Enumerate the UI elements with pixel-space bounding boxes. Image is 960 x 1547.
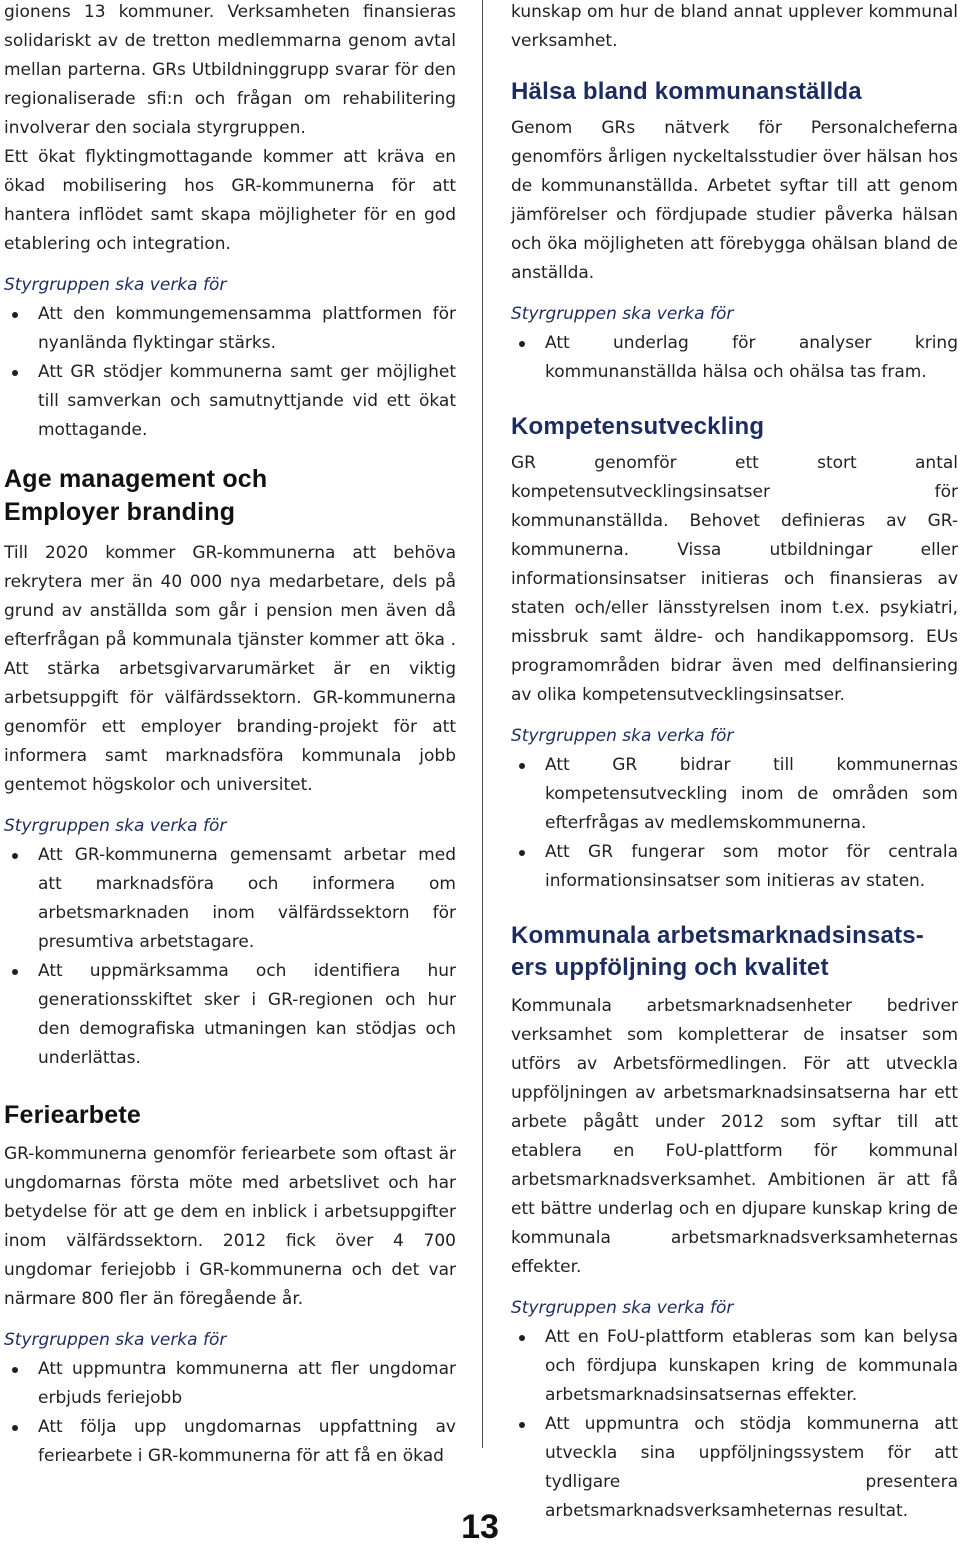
list-item: Att uppmärksamma och identifiera hur generationsskiftet sker i GR-regionen och hur den demografiska utmaningen kan stödjas och underlättas. — [4, 957, 456, 1073]
list-item: Att GR stödjer kommunerna samt ger möjlighet till samverkan och samutnyttjande vid ett ökat mottagande. — [4, 358, 456, 445]
right-column — [511, 0, 958, 1526]
age-management-subheading: Styrgruppen ska verka för — [4, 816, 227, 836]
kompetensutveckling-subheading: Styrgruppen ska verka för — [511, 726, 734, 746]
halsa-heading: Hälsa bland kommunanställda — [511, 78, 862, 105]
continuation-paragraph: kunskap om hur de bland annat upplever kommunal verksamhet. — [511, 2, 958, 51]
column-divider — [482, 0, 483, 1448]
list-item: Att en FoU-plattform etableras som kan belysa och fördjupa kunskapen kring de kommunala arbetsmarknadsinsatsernas effekter. — [511, 1323, 958, 1410]
feriearbete-subheading: Styrgruppen ska verka för — [4, 1330, 227, 1350]
heading-line: Kommunala arbetsmarknadsinsats- — [511, 922, 925, 949]
intro-list — [4, 300, 456, 445]
intro-paragraph-2: Ett ökat flyktingmottagande kommer att kräva en ökad mobilisering hos GR-kommunerna för att hantera inflödet samt skapa möjligheter för en god etablering och integration. — [4, 147, 456, 254]
feriearbete-heading: Feriearbete — [4, 1101, 141, 1129]
arbetsmarknad-heading — [511, 920, 958, 984]
list-item: Att GR bidrar till kommunernas kompetensutveckling inom de områden som efterfrågas av medlemskommunerna. — [511, 751, 958, 838]
feriearbete-paragraph: GR-kommunerna genomför feriearbete som oftast är ungdomarnas första möte med arbetslivet och har betydelse för att ge dem en inblick i arbetsuppgifter inom välfärdssektorn. 2012 fick över 4 700 ungdomar feriejobb i GR-kommunerna och det var närmare 800 fler än föregående år. — [4, 1144, 456, 1309]
list-item: Att uppmuntra kommunerna att fler ungdomar erbjuds feriejobb — [4, 1355, 456, 1413]
list-item: Att följa upp ungdomarnas uppfattning av feriearbete i GR-kommunerna för att få en ökad — [4, 1413, 456, 1471]
age-management-paragraph: Till 2020 kommer GR-kommunerna att behöva rekrytera mer än 40 000 nya medarbetare, dels på grund av anställda som går i pension men även då efterfrågan på kommunala tjänster kommer att öka . Att stärka arbetsgivarvarumärket är en viktig arbetsuppgift för välfärdssektorn. GR-kommunerna genomför ett employer branding-projekt för att informera samt marknadsföra kommunala jobb gentemot högskolor och universitet. — [4, 543, 456, 795]
list-item: Att GR fungerar som motor för centrala informationsinsatser som initieras av staten. — [511, 838, 958, 896]
intro-subheading: Styrgruppen ska verka för — [4, 275, 227, 295]
heading-line: ers uppföljning och kvalitet — [511, 954, 829, 981]
age-management-list — [4, 841, 456, 1073]
arbetsmarknad-subheading: Styrgruppen ska verka för — [511, 1298, 734, 1318]
feriearbete-list — [4, 1355, 456, 1471]
list-item: Att GR-kommunerna gemensamt arbetar med att marknadsföra och informera om arbetsmarknaden inom välfärdssektorn för presumtiva arbetstagare. — [4, 841, 456, 957]
age-management-heading — [4, 463, 456, 529]
kompetensutveckling-heading: Kompetensutveckling — [511, 413, 765, 440]
halsa-subheading: Styrgruppen ska verka för — [511, 304, 734, 324]
heading-line: Age management och — [4, 465, 268, 493]
left-column — [4, 0, 456, 1471]
halsa-paragraph: Genom GRs nätverk för Personalcheferna genomförs årligen nyckeltalsstudier över hälsan hos de kommunanställda. Arbetet syftar till att genom jämförelser och fördjupade studier påverka hälsan och öka möjligheten att förebygga ohälsan bland de anställda. — [511, 118, 958, 283]
kompetensutveckling-paragraph: GR genomför ett stort antal kompetensutvecklingsinsatser för kommunanställda. Behovet definieras av GR-kommunerna. Vissa utbildningar eller informationsinsatser initieras och finansieras av staten och/eller länsstyrelsen inom t.ex. psykiatri, missbruk samt äldre- och handikappomsorg. EUs programområden bidrar även med delfinansiering av olika kompetensutvecklingsinsatser. — [511, 453, 958, 705]
page-number: 13 — [461, 1508, 499, 1546]
kompetensutveckling-list — [511, 751, 958, 896]
intro-paragraph-1: gionens 13 kommuner. Verksamheten finansieras solidariskt av de tretton medlemmarna genom avtal mellan parterna. GRs Utbildninggrupp svarar för den regionaliserade sfi:n och frågan om rehabilitering involverar den sociala styrgruppen. — [4, 2, 456, 138]
list-item: Att uppmuntra och stödja kommunerna att utveckla sina uppföljningssystem för att tydligare presentera arbetsmarknadsverksamheternas resultat. — [511, 1410, 958, 1526]
arbetsmarknad-list — [511, 1323, 958, 1526]
halsa-list — [511, 329, 958, 387]
heading-line: Employer branding — [4, 498, 236, 526]
list-item: Att den kommungemensamma plattformen för nyanlända flyktingar stärks. — [4, 300, 456, 358]
list-item: Att underlag för analyser kring kommunanställda hälsa och ohälsa tas fram. — [511, 329, 958, 387]
arbetsmarknad-paragraph: Kommunala arbetsmarknadsenheter bedriver verksamhet som kompletterar de insatser som utförs av Arbetsförmedlingen. För att utveckla uppföljningen av arbetsmarknadsinsatserna har ett arbete pågått under 2012 som syftar till att etablera en FoU-plattform för kommunal arbetsmarknadsverksamhet. Ambitionen är att få ett bättre underlag och en djupare kunskap kring de kommunala arbetsmarknadsverksamheternas effekter. — [511, 996, 958, 1277]
